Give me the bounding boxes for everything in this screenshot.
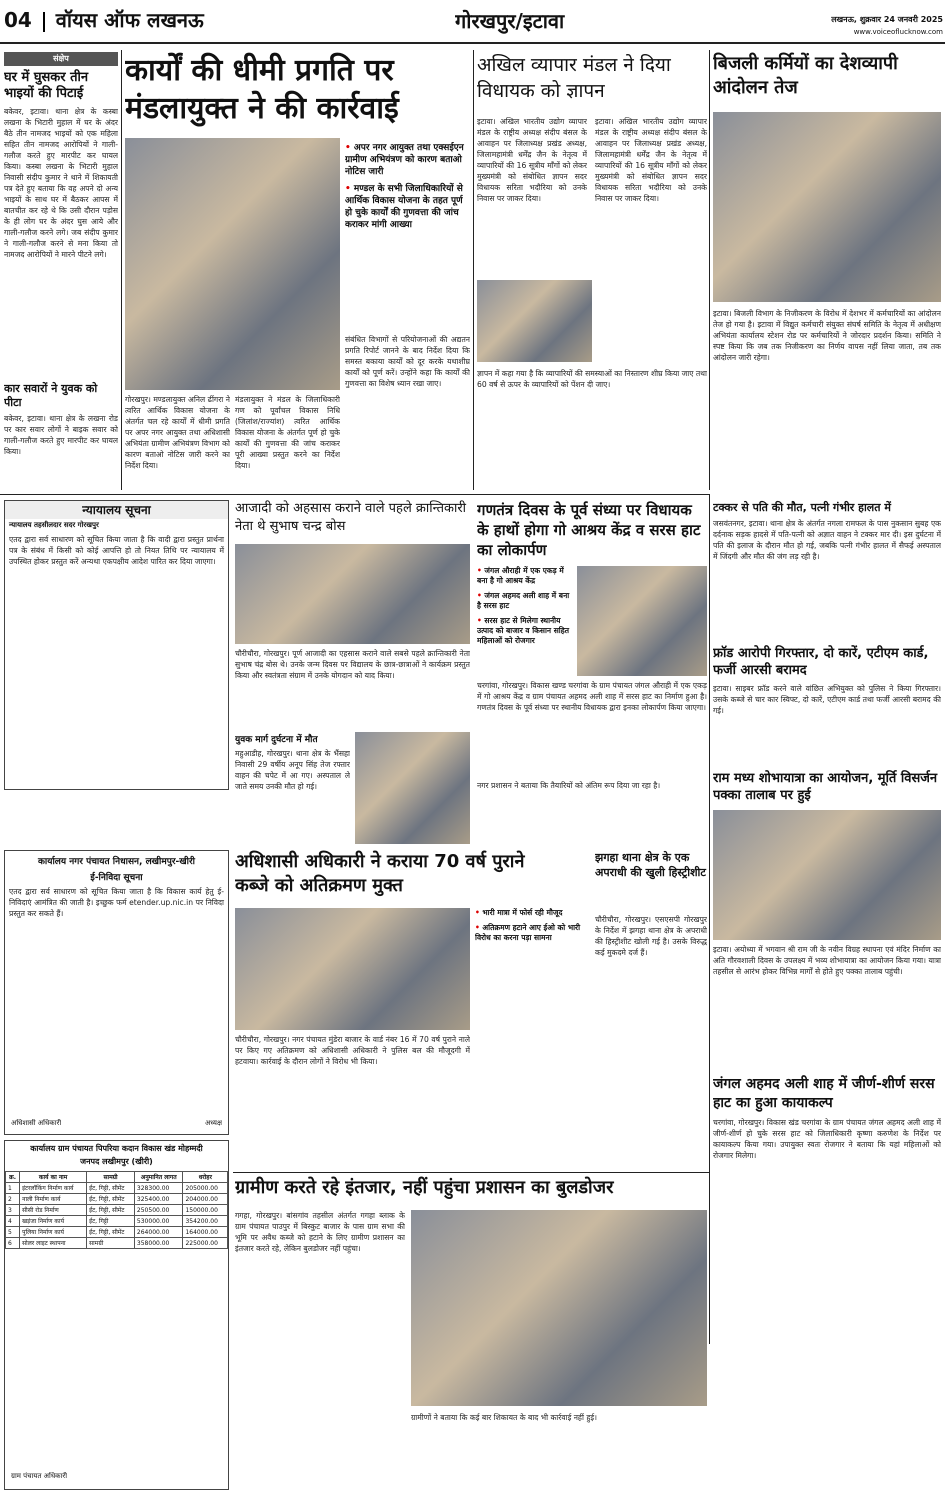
- lead-bullets: [345, 142, 470, 332]
- cell: 325400.00: [134, 1194, 183, 1205]
- tender-sign-right: अध्यक्ष: [204, 1119, 222, 1127]
- gp-title: कार्यालय ग्राम पंचायत पिपरिया कदान विकास खंड मोहम्मदी: [30, 1144, 203, 1153]
- cell: 358000.00: [134, 1238, 183, 1249]
- table-row: [6, 1227, 228, 1238]
- fraud-headline: फ्रॉड आरोपी गिरफ्तार, दो कारें, एटीएम कार्ड, फर्जी आरसी बरामद: [713, 646, 929, 678]
- court-notice-title: न्यायालय सूचना: [5, 501, 228, 519]
- akhil-headline: अखिल व्यापार मंडल ने दिया विधायक को ज्ञापन: [477, 54, 671, 102]
- lead-bullet-2: • मण्डल के सभी जिलाधिकारियों से आर्थिक विकास योजना के तहत पूर्ण हो चुके कार्यों की गुणवत्ता की जांच कराकर मांगी आख्या: [345, 183, 470, 231]
- encroachment-photo: [235, 908, 470, 1030]
- jhagha-headline: झगहा थाना क्षेत्र के एक अपराधी की खुली हिस्ट्रीशीट: [595, 851, 706, 879]
- tak-story: [713, 500, 941, 640]
- village-photo: [411, 1210, 707, 1406]
- cell: 3: [6, 1205, 20, 1216]
- brief-2-body: बकेवर, इटावा। थाना क्षेत्र के लखना रोड पर कार सवार लोगों ने बाइक सवार को गाली-गलौज करते हुए मारपीट कर घायल किया।: [4, 414, 118, 456]
- jhagha-story: [595, 850, 707, 1170]
- tak-headline: टक्कर से पति की मौत, पत्नी गंभीर हालत में: [713, 501, 891, 514]
- tender-title: कार्यालय नगर पंचायत निधासन, लखीमपुर-खीरी: [37, 857, 195, 867]
- section-title: गोरखपुर/इटावा: [455, 9, 565, 33]
- lead-bullet-1: • अपर नगर आयुक्त तथा एक्सईएन ग्रामीण अभियंत्रण को कारण बताओ नोटिस जारी: [345, 142, 470, 178]
- table-row: [6, 1216, 228, 1227]
- subhash-story: [235, 500, 470, 845]
- lead-body-3: संबंधित विभागों से परियोजनाओं की अद्यतन प्रगति रिपोर्ट जानने के बाद निर्देश दिया कि समस्त बकाया कार्यों को दूर करके यथाशीघ्र कार्यों को पूर्ण करें। उन्होंने कहा कि कार्यों की गुणवत्ता का विशेष ध्यान रखा जाए।: [345, 335, 470, 388]
- cell: 164000.00: [183, 1227, 228, 1238]
- cell: ईंट, गिट्टी, सीमेंट: [87, 1227, 135, 1238]
- cell: 6: [6, 1238, 20, 1249]
- cell: 1: [6, 1183, 20, 1194]
- table-row: [6, 1205, 228, 1216]
- meeting-photo: [125, 138, 340, 390]
- subhash-body: चौरीचौरा, गोरखपुर। पूर्ण आजादी का एहसास कराने वाले सबसे पहले क्रान्तिकारी नेता सुभाष चंद्र बोस थे। उनके जन्म दिवस पर विद्यालय के छात्र-छात्राओं ने कार्यक्रम प्रस्तुत किया और स्वतंत्रता संग्राम में उनके योगदान को याद किया।: [235, 649, 470, 680]
- brief-sidebar: [4, 52, 118, 490]
- lead-body-2: मंडलायुक्त ने मंडल के जिलाधिकारी गण को पूर्वांचल विकास निधि (जिलांश/राज्यांश) त्वरित आर्थिक विकास योजना के अंतर्गत पूर्ण हो चुके कार्यों की गुणवत्ता की जांच कराकर पूरी आख्या प्रस्तुत करने का निर्देश दिया।: [235, 395, 340, 470]
- cell: ईंट, गिट्टी, सीमेंट: [87, 1194, 135, 1205]
- cell: 250500.00: [134, 1205, 183, 1216]
- cell: 264000.00: [134, 1227, 183, 1238]
- gantantra-body: चरगांवा, गोरखपुर। विकास खण्ड चरगांवा के ग्राम पंचायत जंगल औराही में एक एकड़ में गो आश्रय केंद्र व ग्राम पंचायत अहमद अली शाह में सरस हाट का निर्माण हुआ है। गणतंत्र दिवस के पूर्व संध्या पर स्थानीय विधायक द्वारा इनका लोकार्पण किया जाएगा।: [477, 681, 707, 712]
- cell: 150000.00: [183, 1205, 228, 1216]
- gantantra-bullet-1: • जंगल औराही में एक एकड़ में बना है गो आश्रय केंद्र: [477, 566, 572, 586]
- website[interactable]: www.voiceoflucknow.com: [853, 28, 943, 36]
- gp-th-2: सामग्री: [87, 1172, 135, 1183]
- akhil-body: इटावा। अखिल भारतीय उद्योग व्यापार मंडल के राष्ट्रीय अध्यक्ष संदीप बंसल के आवाहन पर जिलाध्यक्ष प्रखंड अध्यक्ष, जिलामहामंत्री धर्मेंद्र जैन के नेतृत्व में व्यापारियों की 16 सूत्रीय माँगों को लेकर मुख्यमंत्री को संबोधित ज्ञापन सदर विधायक सरिता भदौरिया को उनके निवास पर जाकर दिया।: [477, 117, 587, 203]
- cell: 530000.00: [134, 1216, 183, 1227]
- gantantra-bullet-2: • जंगल अहमद अली शाह में बना है सरस हाट: [477, 591, 572, 611]
- hat-photo: [577, 566, 707, 676]
- masthead: [0, 0, 945, 46]
- accident-photo: [355, 732, 470, 844]
- brief-1-title: घर में घुसकर तीन भाइयों की पिटाई: [4, 70, 89, 101]
- cell: 354200.00: [183, 1216, 228, 1227]
- fraud-story: [713, 645, 941, 765]
- fraud-body: इटावा। साइबर फ्रॉड करने वाले वांछित अभियुक्त को पुलिस ने किया गिरफ्तार। उसके कब्जे से चार कार स्विफ्ट, दो कारें, एटीएम कार्ड तथा फर्जी आरसी बरामद की गई।: [713, 684, 941, 715]
- brief-1-body: बकेवर, इटावा। थाना क्षेत्र के कस्बा लखना के भिटारी मुहाल में घर के अंदर बैठे तीन नामजद भाइयों को एक महिला सहित तीन नामजद आरोपियों ने गाली-गलौज करते हुए मारपीट कर घायल किया। कस्बा लखना के भिटारी मुहाल निवासी संदीप कुमार ने थाने में शिकायती पत्र देते हुए बताया कि वह अपने दो अन्य भाइयों के साथ घर में बैठकर आपस में बातचीत कर रहे थे कि उसी दौरान पड़ोस के ही लोग घर के अंदर घुस आये और गाली-गलौज करने लगे। जब संदीप कुमार ने गाली-गलौज करने से मना किया तो नामजद आरोपियों ने मारने पीटने लगे।: [4, 107, 118, 259]
- cell: ईंट, गिट्टी, सीमेंट: [87, 1205, 135, 1216]
- akhil-body-col2: इटावा। अखिल भारतीय उद्योग व्यापार मंडल के राष्ट्रीय अध्यक्ष संदीप बंसल के आवाहन पर जिलाध्यक्ष प्रखंड अध्यक्ष, जिलामहामंत्री धर्मेंद्र जैन के नेतृत्व में व्यापारियों की 16 सूत्रीय माँगों को लेकर मुख्यमंत्री को संबोधित ज्ञापन सदर विधायक सरिता भदौरिया को उनके निवास पर जाकर दिया।: [595, 117, 707, 203]
- cell: खड़ंजा निर्माण कार्य: [20, 1216, 87, 1227]
- court-name: न्यायालय तहसीलदार सदर गोरखपुर: [9, 521, 99, 529]
- tender-body: एतद द्वारा सर्व साधारण को सूचित किया जाता है कि विकास कार्य हेतु ई-निविदाएं आमंत्रित की जाती है। इच्छुक फर्म etender.up.nic.in पर निविदा प्रस्तुत कर सकते हैं।: [9, 887, 224, 918]
- accident-body: महुआडीह, गोरखपुर। थाना क्षेत्र के भैंसहा निवासी 29 वर्षीय अनूप सिंह तेज रफ्तार वाहन की चपेट में आ गए। अस्पताल ले जाते समय उनकी मौत हो गई।: [235, 749, 350, 791]
- court-notice-body: एतद द्वारा सर्व साधारण को सूचित किया जाता है कि वादी द्वारा प्रस्तुत प्रार्थना पत्र के संबंध में किसी को कोई आपत्ति हो तो नियत तिथि पर न्यायालय में उपस्थित होकर प्रस्तुत करें अन्यथा एकपक्षीय आदेश पारित कर दिया जाएगा।: [9, 535, 224, 566]
- subhash-headline: आजादी को अहसास कराने वाले पहले क्रान्तिकारी नेता थे सुभाष चन्द्र बोस: [235, 501, 467, 534]
- bijli-story: [713, 52, 941, 490]
- brief-label: संक्षेप: [4, 52, 118, 66]
- gantantra-headline: गणतंत्र दिवस के पूर्व संध्या पर विधायक के हाथों होगा गो आश्रय केंद्र व सरस हाट का लोकार्पण: [477, 501, 701, 559]
- brief-2-title: कार सवारों ने युवक को पीटा: [4, 382, 98, 409]
- bijli-headline: बिजली कर्मियों का देशव्यापी आंदोलन तेज: [713, 53, 898, 98]
- lead-headline: कार्यों की धीमी प्रगति पर मंडलायुक्त ने की कार्रवाई: [125, 53, 399, 126]
- table-row: [6, 1183, 228, 1194]
- accident-headline: युवक मार्ग दुर्घटना में मौत: [235, 735, 318, 745]
- issue-date: लखनऊ, शुक्रवार 24 जनवरी 2025: [831, 15, 943, 24]
- cell: 204000.00: [183, 1194, 228, 1205]
- memorandum-photo: [477, 280, 592, 362]
- jangal-body: चरगांवा, गोरखपुर। विकास खंड चरगांवा के ग्राम पंचायत जंगल अहमद अली शाह में जीर्ण-शीर्ण हो चुके सरस हाट को जिलाधिकारी कृष्णा करुणेश के निर्देश पर कायाकल्प किया गया। उपायुक्त स्वतः रोजगार ने बताया कि यहां महिलाओं को रोजगार मिलेगा।: [713, 1118, 941, 1160]
- adhishasi-body: चौरीचौरा, गोरखपुर। नगर पंचायत मुंडेरा बाजार के वार्ड नंबर 16 में 70 वर्ष पुराने नाले पर किए गए अतिक्रमण को अधिशासी अधिकारी ने पुलिस बल की मौजूदगी में हटवाया। कार्रवाई के दौरान लोगों ने विरोध भी किया।: [235, 1035, 470, 1066]
- ram-body: इटावा। अयोध्या में भगवान श्री राम जी के नवीन विग्रह स्थापना एवं मंदिर निर्माण का अति गौरवशाली दिवस के उपलक्ष्य में भव्य शोभायात्रा का आयोजन किया गया। यात्रा तहसील से आरंभ होकर विभिन्न मार्गों से होते हुए पक्का तालाब पहुंची।: [713, 945, 941, 976]
- adhishasi-headline: अधिशासी अधिकारी ने कराया 70 वर्ष पुराने कब्जे को अतिक्रमण मुक्त: [235, 851, 525, 896]
- gp-th-4: धरोहर: [183, 1172, 228, 1183]
- court-notice: [4, 500, 229, 790]
- tak-body: जसवंतनगर, इटावा। थाना क्षेत्र के अंतर्गत नगला रामफल के पास नुकसान सुबह एक दर्दनाक सड़क हादसे में पति-पत्नी को अज्ञात वाहन ने टक्कर मार दी। इस दुर्घटना में पति की इलाज के दौरान मौत हो गई, जबकि पत्नी गंभीर हालत में सैफई अस्पताल में जिंदगी और मौत की जंग लड़ रही है।: [713, 519, 941, 561]
- procession-photo: [713, 810, 941, 940]
- table-row: [6, 1194, 228, 1205]
- gp-th-0: क्र.: [6, 1172, 20, 1183]
- cell: 328300.00: [134, 1183, 183, 1194]
- adhishasi-bullets: [475, 908, 585, 978]
- akhil-story: [477, 52, 707, 490]
- gp-footer: ग्राम पंचायत अधिकारी: [11, 1472, 68, 1480]
- tender-sign-left: अधिशासी अधिकारी: [11, 1119, 62, 1127]
- cell: ईंट, गिट्टी, सीमेंट: [87, 1183, 135, 1194]
- gramin-body-2: ग्रामीणों ने बताया कि कई बार शिकायत के बाद भी कार्रवाई नहीं हुई।: [411, 1413, 597, 1422]
- tender-subtitle: ई-निविदा सूचना: [90, 873, 143, 883]
- cell: सीसी रोड निर्माण: [20, 1205, 87, 1216]
- gp-th-3: अनुमानित लागत: [134, 1172, 183, 1183]
- gantantra-bullets: [477, 566, 572, 676]
- cell: ईंट, गिट्टी: [87, 1216, 135, 1227]
- page-number: 04: [4, 8, 32, 32]
- tender-notice: [4, 850, 229, 1135]
- bijli-body: इटावा। बिजली विभाग के निजीकरण के विरोध में देशभर में कर्मचारियों का आंदोलन तेज हो गया है। इटावा में विद्युत कर्मचारी संयुक्त संघर्ष समिति के नेतृत्व में अधीक्षण अभियंता कार्यालय स्टेशन रोड पर कर्मचारियों ने जोरदार प्रदर्शन किया। समिति ने स्पष्ट किया कि जब तक निजीकरण का निर्णय वापस नहीं लिया जाता, तब तक आंदोलन जारी रहेगा।: [713, 309, 941, 362]
- cell: सोलर लाइट स्थापना: [20, 1238, 87, 1249]
- adhishasi-bullet-1: • भारी मात्रा में फोर्स रही मौजूद: [475, 908, 585, 918]
- jangal-headline: जंगल अहमद अली शाह में जीर्ण-शीर्ण सरस हाट का हुआ कायाकल्प: [713, 1076, 935, 1111]
- cell: 225000.00: [183, 1238, 228, 1249]
- gantantra-body-2: नगर प्रशासन ने बताया कि तैयारियों को अंतिम रूप दिया जा रहा है।: [477, 781, 661, 790]
- cell: नाली निर्माण कार्य: [20, 1194, 87, 1205]
- cell: 4: [6, 1216, 20, 1227]
- gramin-story: [235, 1176, 707, 1494]
- gramin-headline: ग्रामीण करते रहे इंतजार, नहीं पहुंचा प्रशासन का बुलडोजर: [235, 1177, 614, 1198]
- gp-th-1: कार्य का नाम: [20, 1172, 87, 1183]
- gramin-body: गगहा, गोरखपुर। बांसगांव तहसील अंतर्गत गगहा ब्लाक के ग्राम पंचायत पाउपुर में बिस्कुट बाजार के पास ग्राम सभा की भूमि पर अवैध कब्जे को हटाने के लिए ग्रामीण प्रशासन का इंतजार करते रहे, लेकिन बुलडोजर नहीं पहुंचा।: [235, 1211, 405, 1253]
- adhishasi-bullet-2: • अतिक्रमण हटाने आए ईओ को भारी विरोध का करना पड़ा सामना: [475, 923, 585, 943]
- gram-panchayat-notice: [4, 1140, 229, 1490]
- ram-story: [713, 770, 941, 1070]
- ram-headline: राम मध्य शोभायात्रा का आयोजन, मूर्ति विसर्जन पक्का तालाब पर हुई: [713, 771, 938, 803]
- brand-name: वॉयस ऑफ लखनऊ: [55, 8, 204, 32]
- gantantra-story: [477, 500, 707, 820]
- jhagha-body: चौरीचौरा, गोरखपुर। एसएसपी गोरखपुर के निर्देश में झगहा थाना क्षेत्र के अपराधी की हिस्ट्रीशीट खोली गई है। उसके विरुद्ध कई मुकदमे दर्ज हैं।: [595, 915, 707, 957]
- table-row: [6, 1238, 228, 1249]
- akhil-body-2: ज्ञापन में कहा गया है कि व्यापारियों की समस्याओं का निस्तारण शीघ्र किया जाए तथा 60 वर्ष से ऊपर के व्यापारियों को पेंशन दी जाए।: [477, 369, 707, 389]
- lead-body-1: गोरखपुर। मण्डलायुक्त अनिल ढींगरा ने त्वरित आर्थिक विकास योजना के अंतर्गत चल रहे कार्यों में धीमी प्रगति पर अपर नगर आयुक्त तथा अधिशासी अभियंता ग्रामीण अभियंत्रण विभाग को कारण बताओ नोटिस जारी करने का निर्देश दिया।: [125, 395, 230, 470]
- cell: 2: [6, 1194, 20, 1205]
- jangal-story: [713, 1075, 941, 1345]
- cell: इंटरलॉकिंग निर्माण कार्य: [20, 1183, 87, 1194]
- gantantra-bullet-3: • सरस हाट से मिलेगा स्थानीय उत्पाद को बाजार व किसान सहित महिलाओं को रोजगार: [477, 616, 572, 646]
- lead-story: [125, 52, 470, 490]
- cell: 205000.00: [183, 1183, 228, 1194]
- gp-subtitle: जनपद लखीमपुर (खीरी): [80, 1157, 153, 1166]
- protest-photo: [713, 112, 941, 302]
- gp-table: [5, 1171, 228, 1249]
- cell: पुलिया निर्माण कार्य: [20, 1227, 87, 1238]
- cell: सामग्री: [87, 1238, 135, 1249]
- cell: 5: [6, 1227, 20, 1238]
- school-photo: [235, 544, 470, 644]
